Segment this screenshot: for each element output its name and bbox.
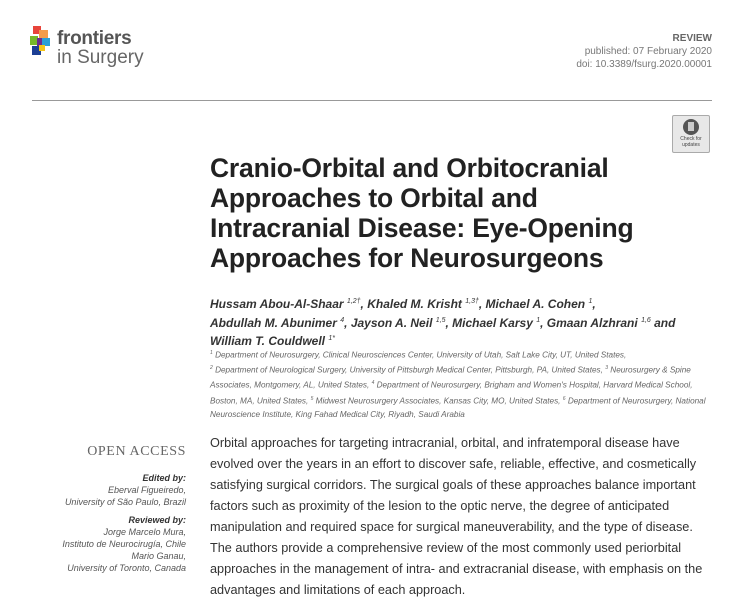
reviewed-by-heading: Reviewed by: [128,515,186,525]
author[interactable]: Gmaan Alzhrani $^{1,6}$ [546,315,651,330]
journal-logo [30,22,160,72]
affiliation: Department of Neurological Surgery, University of Pittsburgh Medical Center, Pittsburgh, PA, United States, [215,365,603,375]
article-type: REVIEW [672,33,712,44]
abstract-line: advantages and limitations of each approach. [210,583,466,597]
author[interactable]: Abdullah M. Abunimer $^4$ [210,315,345,330]
editor-name[interactable]: Eberval Figueiredo, [107,485,186,495]
abstract-line: factors such as proximity of the lesion to the optic nerve, the degree of anticipated [210,499,670,513]
open-access-label: OPEN ACCESS [87,444,186,459]
reviewer-name[interactable]: Mario Ganau, [131,551,186,561]
author[interactable]: Hussam Abou-Al-Shaar $^{1,2\dagger}$ [210,297,361,311]
title-line: Intracranial Disease: Eye-Opening [210,213,634,243]
author[interactable]: Michael Karsy $^1$ [452,315,541,330]
affiliations: $^1$ Department of Neurosurgery, Clinical Neurosciences Center, University of Utah, Salt Lake City, UT, United States, $^2$ Department of Neurological Surgery, University of Pittsburgh Medical Center, Pittsburgh, PA, United States, $^3$ Neurosurgery & Spine Associates, Montgomery, AL, United States, $^4$ Department of Neurosurgery, Brigham and Women's Hospital, Harvard Medical School, Boston, MA, United States, $^5$ Midwest Neurosurgery Associates, Kansas City, MO, United States, $^6$ Department of Neurosurgery, National Neuroscience Institute, King Fahad Medical City, Riyadh, Saudi Arabia [210,350,706,419]
affiliation: Department of Neurosurgery, Brigham and Women's Hospital, Harvard Medical School, Boston, MA, United States, [210,381,693,406]
editors-sidebar [62,472,186,574]
affiliation: Department of Neurosurgery, Clinical Neurosciences Center, University of Utah, Salt Lake City, UT, United States, [215,350,627,360]
updates-label: updates [682,142,700,148]
author[interactable]: William T. Couldwell $^{1*}$ [210,334,335,348]
abstract-line: The authors provide a comprehensive review of the most commonly used periorbital [210,541,682,555]
abstract-line: evolved over the years in an effort to discover safe, reliable, effective, and cosmetically [210,457,697,471]
author[interactable]: Khaled M. Krisht $^{1,3\dagger}$ [367,297,479,311]
journal-name: in Surgery [57,47,144,68]
doi[interactable]: doi: 10.3389/fsurg.2020.00001 [576,59,712,70]
brand-name: frontiers [57,28,132,49]
abstract [210,433,720,601]
affiliation: Midwest Neurosurgery Associates, Kansas City, MO, United States, [315,396,561,406]
author[interactable]: Michael A. Cohen $^1$ [485,297,593,311]
title-line: Cranio-Orbital and Orbitocranial [210,153,609,183]
author[interactable]: Jayson A. Neil $^{1,5}$ [350,315,446,330]
header-divider [32,100,712,101]
title-line: Approaches for Neurosurgeons [210,243,604,273]
published-date: published: 07 February 2020 [584,46,712,57]
editor-affiliation: University of São Paulo, Brazil [64,497,186,507]
author-list: Hussam Abou-Al-Shaar $^{1,2\dagger}$, Khaled M. Krisht $^{1,3\dagger}$, Michael A. Cohen $^1$, Abdullah M. Abunimer $^4$, Jayson A. Neil $^{1,5}$, Michael Karsy $^1$, Gmaan Alzhrani $^{1,6}$ and William T. Couldwell $^{1*}$ [210,297,676,348]
article-meta [576,32,712,71]
reviewer-affiliation: University of Toronto, Canada [67,563,186,573]
abstract-line: manipulation and required space for surgical maneuverability, and the type of disease. [210,520,693,534]
edited-by-heading: Edited by: [142,473,186,483]
affiliation: Neurosurgery & Spine Associates, Montgomery, AL, United States, [210,365,691,391]
title-line: Approaches to Orbital and [210,183,538,213]
article-title [210,153,710,273]
frontiers-logo-icon [30,26,52,56]
abstract-line: approaches in the management of intra- and extracranial disease, with emphasis on the [210,562,703,576]
reviewer-name[interactable]: Jorge Marcelo Mura, [103,527,186,537]
abstract-line: satisfying surgical corridors. The surgical goals of these approaches balance important [210,478,696,492]
check-for-updates-button[interactable] [672,115,710,153]
bookmark-icon [683,119,699,135]
affiliation: Department of Neurosurgery, National Neuroscience Institute, King Fahad Medical City, Riyadh, Saudi Arabia [210,396,706,419]
check-label: Check for [680,136,702,142]
abstract-line: Orbital approaches for targeting intracranial, orbital, and infratemporal disease have [210,436,680,450]
reviewer-affiliation: Instituto de Neurocirugía, Chile [62,539,186,549]
